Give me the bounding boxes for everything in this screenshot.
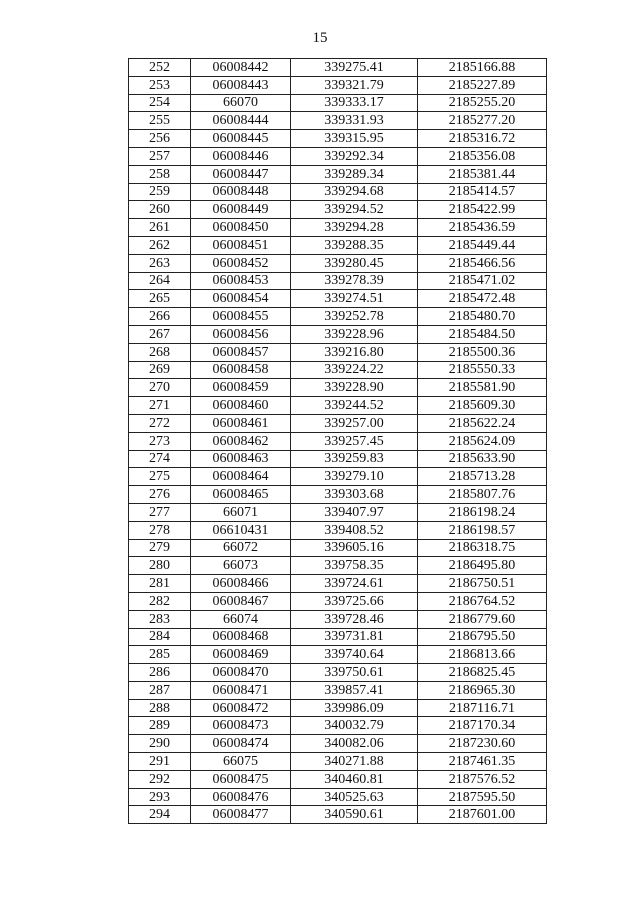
y-coordinate-cell: 2185277.20 [418, 112, 547, 130]
point-number-cell: 266 [129, 308, 191, 326]
y-coordinate-cell: 2186764.52 [418, 592, 547, 610]
point-number-cell: 280 [129, 557, 191, 575]
y-coordinate-cell: 2185633.90 [418, 450, 547, 468]
table-row [129, 112, 547, 130]
x-coordinate-cell: 339758.35 [291, 557, 418, 575]
point-number-cell: 286 [129, 664, 191, 682]
y-coordinate-cell: 2186813.66 [418, 646, 547, 664]
point-number-cell: 253 [129, 76, 191, 94]
y-coordinate-cell: 2185436.59 [418, 219, 547, 237]
point-number-cell: 272 [129, 414, 191, 432]
point-number-cell: 277 [129, 503, 191, 521]
y-coordinate-cell: 2185550.33 [418, 361, 547, 379]
point-id-cell: 66075 [191, 753, 291, 771]
x-coordinate-cell: 339725.66 [291, 592, 418, 610]
point-id-cell: 06008470 [191, 664, 291, 682]
point-number-cell: 264 [129, 272, 191, 290]
y-coordinate-cell: 2186198.24 [418, 503, 547, 521]
table-row [129, 575, 547, 593]
point-number-cell: 282 [129, 592, 191, 610]
table-row [129, 379, 547, 397]
y-coordinate-cell: 2185422.99 [418, 201, 547, 219]
point-id-cell: 06008473 [191, 717, 291, 735]
y-coordinate-cell: 2185166.88 [418, 59, 547, 77]
point-id-cell: 66073 [191, 557, 291, 575]
x-coordinate-cell: 339259.83 [291, 450, 418, 468]
y-coordinate-cell: 2186198.57 [418, 521, 547, 539]
point-number-cell: 263 [129, 254, 191, 272]
point-id-cell: 06008462 [191, 432, 291, 450]
point-id-cell: 06008468 [191, 628, 291, 646]
table-row [129, 646, 547, 664]
point-number-cell: 267 [129, 325, 191, 343]
table-row [129, 94, 547, 112]
table-row [129, 699, 547, 717]
point-number-cell: 268 [129, 343, 191, 361]
x-coordinate-cell: 339288.35 [291, 236, 418, 254]
table-row [129, 450, 547, 468]
y-coordinate-cell: 2185609.30 [418, 397, 547, 415]
y-coordinate-cell: 2186825.45 [418, 664, 547, 682]
point-id-cell: 06008450 [191, 219, 291, 237]
point-id-cell: 06008476 [191, 788, 291, 806]
y-coordinate-cell: 2185472.48 [418, 290, 547, 308]
table-row [129, 272, 547, 290]
y-coordinate-cell: 2185713.28 [418, 468, 547, 486]
point-number-cell: 259 [129, 183, 191, 201]
point-id-cell: 06008451 [191, 236, 291, 254]
point-number-cell: 261 [129, 219, 191, 237]
y-coordinate-cell: 2185466.56 [418, 254, 547, 272]
x-coordinate-cell: 340271.88 [291, 753, 418, 771]
point-number-cell: 275 [129, 468, 191, 486]
table-row [129, 254, 547, 272]
x-coordinate-cell: 339333.17 [291, 94, 418, 112]
point-id-cell: 06008469 [191, 646, 291, 664]
table-row [129, 201, 547, 219]
point-number-cell: 290 [129, 735, 191, 753]
point-number-cell: 265 [129, 290, 191, 308]
point-id-cell: 06008461 [191, 414, 291, 432]
point-id-cell: 06008465 [191, 486, 291, 504]
point-number-cell: 291 [129, 753, 191, 771]
x-coordinate-cell: 339740.64 [291, 646, 418, 664]
point-number-cell: 256 [129, 130, 191, 148]
point-id-cell: 06610431 [191, 521, 291, 539]
table-row [129, 308, 547, 326]
y-coordinate-cell: 2186965.30 [418, 681, 547, 699]
x-coordinate-cell: 339257.45 [291, 432, 418, 450]
y-coordinate-cell: 2187601.00 [418, 806, 547, 824]
table-row [129, 610, 547, 628]
table-row [129, 788, 547, 806]
y-coordinate-cell: 2186795.50 [418, 628, 547, 646]
point-number-cell: 254 [129, 94, 191, 112]
table-row [129, 397, 547, 415]
point-id-cell: 06008457 [191, 343, 291, 361]
x-coordinate-cell: 339315.95 [291, 130, 418, 148]
y-coordinate-cell: 2187595.50 [418, 788, 547, 806]
x-coordinate-cell: 339252.78 [291, 308, 418, 326]
point-number-cell: 274 [129, 450, 191, 468]
table-row [129, 343, 547, 361]
table-row [129, 503, 547, 521]
x-coordinate-cell: 339605.16 [291, 539, 418, 557]
table-row [129, 521, 547, 539]
x-coordinate-cell: 339224.22 [291, 361, 418, 379]
point-number-cell: 285 [129, 646, 191, 664]
point-number-cell: 271 [129, 397, 191, 415]
point-number-cell: 292 [129, 770, 191, 788]
point-id-cell: 06008443 [191, 76, 291, 94]
point-id-cell: 06008477 [191, 806, 291, 824]
x-coordinate-cell: 339216.80 [291, 343, 418, 361]
x-coordinate-cell: 339275.41 [291, 59, 418, 77]
coordinates-table [128, 58, 547, 824]
point-number-cell: 276 [129, 486, 191, 504]
coordinates-table-body [129, 59, 547, 824]
x-coordinate-cell: 339292.34 [291, 147, 418, 165]
point-id-cell: 06008463 [191, 450, 291, 468]
point-id-cell: 06008449 [191, 201, 291, 219]
table-row [129, 628, 547, 646]
y-coordinate-cell: 2185449.44 [418, 236, 547, 254]
point-id-cell: 06008444 [191, 112, 291, 130]
table-row [129, 486, 547, 504]
x-coordinate-cell: 339244.52 [291, 397, 418, 415]
y-coordinate-cell: 2185624.09 [418, 432, 547, 450]
table-row [129, 664, 547, 682]
table-row [129, 219, 547, 237]
table-row [129, 76, 547, 94]
y-coordinate-cell: 2185356.08 [418, 147, 547, 165]
table-row [129, 717, 547, 735]
table-row [129, 325, 547, 343]
y-coordinate-cell: 2185581.90 [418, 379, 547, 397]
x-coordinate-cell: 340032.79 [291, 717, 418, 735]
table-row [129, 361, 547, 379]
table-row [129, 236, 547, 254]
y-coordinate-cell: 2185622.24 [418, 414, 547, 432]
table-row [129, 130, 547, 148]
point-number-cell: 270 [129, 379, 191, 397]
point-number-cell: 288 [129, 699, 191, 717]
point-id-cell: 66071 [191, 503, 291, 521]
table-row [129, 557, 547, 575]
point-id-cell: 06008460 [191, 397, 291, 415]
point-id-cell: 06008455 [191, 308, 291, 326]
x-coordinate-cell: 339724.61 [291, 575, 418, 593]
point-number-cell: 284 [129, 628, 191, 646]
point-number-cell: 294 [129, 806, 191, 824]
point-number-cell: 293 [129, 788, 191, 806]
y-coordinate-cell: 2185500.36 [418, 343, 547, 361]
x-coordinate-cell: 339407.97 [291, 503, 418, 521]
y-coordinate-cell: 2185807.76 [418, 486, 547, 504]
x-coordinate-cell: 339278.39 [291, 272, 418, 290]
page-number: 15 [312, 30, 328, 46]
point-id-cell: 66074 [191, 610, 291, 628]
point-id-cell: 06008456 [191, 325, 291, 343]
point-id-cell: 06008471 [191, 681, 291, 699]
table-row [129, 147, 547, 165]
y-coordinate-cell: 2185480.70 [418, 308, 547, 326]
table-row [129, 592, 547, 610]
y-coordinate-cell: 2185316.72 [418, 130, 547, 148]
table-row [129, 432, 547, 450]
point-number-cell: 258 [129, 165, 191, 183]
x-coordinate-cell: 339294.68 [291, 183, 418, 201]
x-coordinate-cell: 340590.61 [291, 806, 418, 824]
x-coordinate-cell: 339228.90 [291, 379, 418, 397]
x-coordinate-cell: 339228.96 [291, 325, 418, 343]
x-coordinate-cell: 339279.10 [291, 468, 418, 486]
point-id-cell: 06008464 [191, 468, 291, 486]
table-row [129, 59, 547, 77]
x-coordinate-cell: 339294.52 [291, 201, 418, 219]
table-row [129, 183, 547, 201]
point-id-cell: 06008442 [191, 59, 291, 77]
point-id-cell: 06008453 [191, 272, 291, 290]
point-number-cell: 273 [129, 432, 191, 450]
point-id-cell: 06008446 [191, 147, 291, 165]
point-id-cell: 06008475 [191, 770, 291, 788]
point-id-cell: 66072 [191, 539, 291, 557]
table-row [129, 681, 547, 699]
point-id-cell: 06008448 [191, 183, 291, 201]
table-row [129, 753, 547, 771]
y-coordinate-cell: 2185414.57 [418, 183, 547, 201]
y-coordinate-cell: 2186779.60 [418, 610, 547, 628]
point-id-cell: 06008472 [191, 699, 291, 717]
point-number-cell: 255 [129, 112, 191, 130]
point-number-cell: 252 [129, 59, 191, 77]
y-coordinate-cell: 2187461.35 [418, 753, 547, 771]
x-coordinate-cell: 339321.79 [291, 76, 418, 94]
table-row [129, 539, 547, 557]
x-coordinate-cell: 339274.51 [291, 290, 418, 308]
x-coordinate-cell: 339986.09 [291, 699, 418, 717]
table-row [129, 414, 547, 432]
point-number-cell: 281 [129, 575, 191, 593]
y-coordinate-cell: 2186495.80 [418, 557, 547, 575]
y-coordinate-cell: 2185484.50 [418, 325, 547, 343]
x-coordinate-cell: 339408.52 [291, 521, 418, 539]
point-id-cell: 06008445 [191, 130, 291, 148]
y-coordinate-cell: 2187116.71 [418, 699, 547, 717]
x-coordinate-cell: 339289.34 [291, 165, 418, 183]
y-coordinate-cell: 2186750.51 [418, 575, 547, 593]
point-number-cell: 257 [129, 147, 191, 165]
x-coordinate-cell: 339280.45 [291, 254, 418, 272]
point-number-cell: 262 [129, 236, 191, 254]
y-coordinate-cell: 2185255.20 [418, 94, 547, 112]
point-number-cell: 260 [129, 201, 191, 219]
point-id-cell: 06008454 [191, 290, 291, 308]
x-coordinate-cell: 339857.41 [291, 681, 418, 699]
point-number-cell: 289 [129, 717, 191, 735]
table-row [129, 468, 547, 486]
point-id-cell: 06008474 [191, 735, 291, 753]
table-row [129, 806, 547, 824]
point-number-cell: 287 [129, 681, 191, 699]
x-coordinate-cell: 339731.81 [291, 628, 418, 646]
point-id-cell: 06008458 [191, 361, 291, 379]
point-id-cell: 66070 [191, 94, 291, 112]
x-coordinate-cell: 340525.63 [291, 788, 418, 806]
x-coordinate-cell: 339750.61 [291, 664, 418, 682]
y-coordinate-cell: 2185227.89 [418, 76, 547, 94]
point-id-cell: 06008452 [191, 254, 291, 272]
y-coordinate-cell: 2186318.75 [418, 539, 547, 557]
point-number-cell: 269 [129, 361, 191, 379]
point-id-cell: 06008467 [191, 592, 291, 610]
x-coordinate-cell: 339728.46 [291, 610, 418, 628]
table-row [129, 770, 547, 788]
x-coordinate-cell: 339331.93 [291, 112, 418, 130]
point-id-cell: 06008466 [191, 575, 291, 593]
y-coordinate-cell: 2185471.02 [418, 272, 547, 290]
x-coordinate-cell: 339294.28 [291, 219, 418, 237]
y-coordinate-cell: 2187170.34 [418, 717, 547, 735]
point-number-cell: 283 [129, 610, 191, 628]
point-id-cell: 06008447 [191, 165, 291, 183]
x-coordinate-cell: 340460.81 [291, 770, 418, 788]
table-row [129, 735, 547, 753]
table-row [129, 165, 547, 183]
table-row [129, 290, 547, 308]
x-coordinate-cell: 339303.68 [291, 486, 418, 504]
x-coordinate-cell: 340082.06 [291, 735, 418, 753]
y-coordinate-cell: 2187576.52 [418, 770, 547, 788]
point-number-cell: 279 [129, 539, 191, 557]
x-coordinate-cell: 339257.00 [291, 414, 418, 432]
point-number-cell: 278 [129, 521, 191, 539]
y-coordinate-cell: 2187230.60 [418, 735, 547, 753]
y-coordinate-cell: 2185381.44 [418, 165, 547, 183]
point-id-cell: 06008459 [191, 379, 291, 397]
